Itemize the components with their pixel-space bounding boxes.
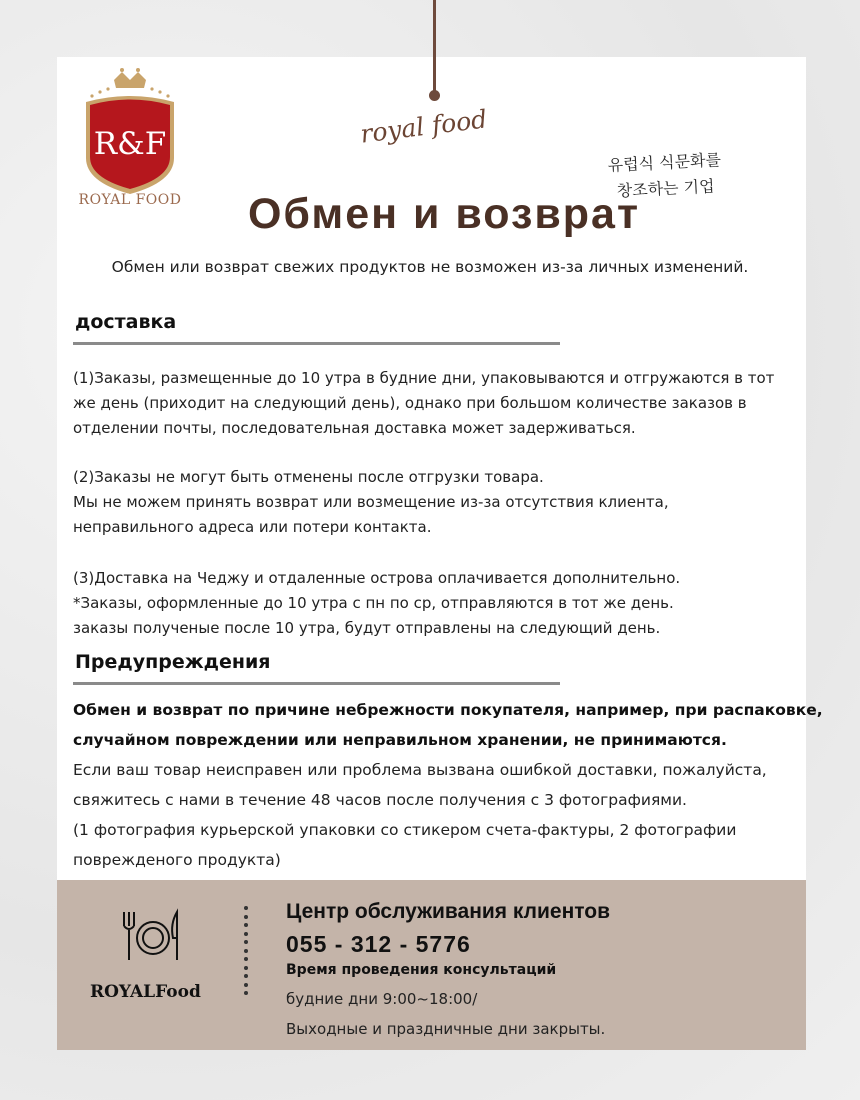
delivery-divider: [73, 342, 560, 345]
hanging-line: [433, 0, 436, 95]
delivery-p1-line: (1)Заказы, размещенные до 10 утра в будние дни, упаковываются и отгружаются в тот: [73, 369, 775, 387]
delivery-p2-line: (2)Заказы не могут быть отменены после отгрузки товара.: [73, 468, 544, 486]
warning-bold-line: случайном повреждении или неправильном хранении, не принимаются.: [73, 731, 727, 749]
delivery-p3-line: заказы полученые после 10 утра, будут отправлены на следующий день.: [73, 619, 661, 637]
customer-service-title: Центр обслуживания клиентов: [286, 900, 611, 923]
warning-line: поврежденого продукта): [73, 851, 281, 869]
delivery-paragraph-2: [73, 465, 793, 540]
phone-number[interactable]: 055 - 312 - 5776: [286, 931, 471, 957]
page-title: Обмен и возврат: [247, 190, 641, 238]
logo-text: ROYAL FOOD: [78, 192, 182, 208]
delivery-p3-line: (3)Доставка на Чеджу и отдаленные острова оплачивается дополнительно.: [73, 569, 681, 587]
delivery-paragraph-1: [73, 366, 793, 441]
warning-line: Если ваш товар неисправен или проблема вызвана ошибкой доставки, пожалуйста,: [73, 761, 767, 779]
script-brand-name: royal food: [358, 104, 489, 149]
hours-weekdays: будние дни 9:00~18:00/: [286, 990, 478, 1008]
delivery-p3-line: *Заказы, оформленные до 10 утра с пн по ср, отправляются в тот же день.: [73, 594, 674, 612]
warnings-divider: [73, 682, 560, 685]
page-subtitle: Обмен или возврат свежих продуктов не возможен из-за личных изменений.: [111, 258, 749, 276]
delivery-p2-line: неправильного адреса или потери контакта.: [73, 518, 432, 536]
warnings-heading: Предупреждения: [75, 651, 271, 673]
delivery-p1-line: отделении почты, последовательная доставка может задерживаться.: [73, 419, 636, 437]
warnings-text: [73, 695, 823, 875]
cutlery-plate-icon: [120, 908, 184, 964]
hanging-dot: [429, 90, 440, 101]
delivery-p1-line: же день (приходит на следующий день), однако при большом количестве заказов в: [73, 394, 747, 412]
hours-title: Время проведения консультаций: [286, 962, 557, 978]
delivery-heading: доставка: [75, 311, 177, 333]
hours-closed: Выходные и праздничные дни закрыты.: [286, 1020, 606, 1038]
delivery-paragraph-3: [73, 566, 793, 641]
dotted-divider: [243, 906, 249, 1002]
logo-monogram: R&F: [93, 126, 167, 162]
footer-brand: ROYALFood: [90, 982, 201, 1002]
delivery-p2-line: Мы не можем принять возврат или возмещение из-за отсутствия клиента,: [73, 493, 669, 511]
korean-slogan-line2: 창조하는 기업: [616, 176, 715, 201]
korean-slogan-line1: 유럽식 식문화를: [607, 150, 722, 175]
warning-line: (1 фотография курьерской упаковки со стикером счета-фактуры, 2 фотографии: [73, 821, 737, 839]
warning-bold-line: Обмен и возврат по причине небрежности покупателя, например, при распаковке,: [73, 701, 823, 719]
warning-line: свяжитесь с нами в течение 48 часов после получения с 3 фотографиями.: [73, 791, 687, 809]
